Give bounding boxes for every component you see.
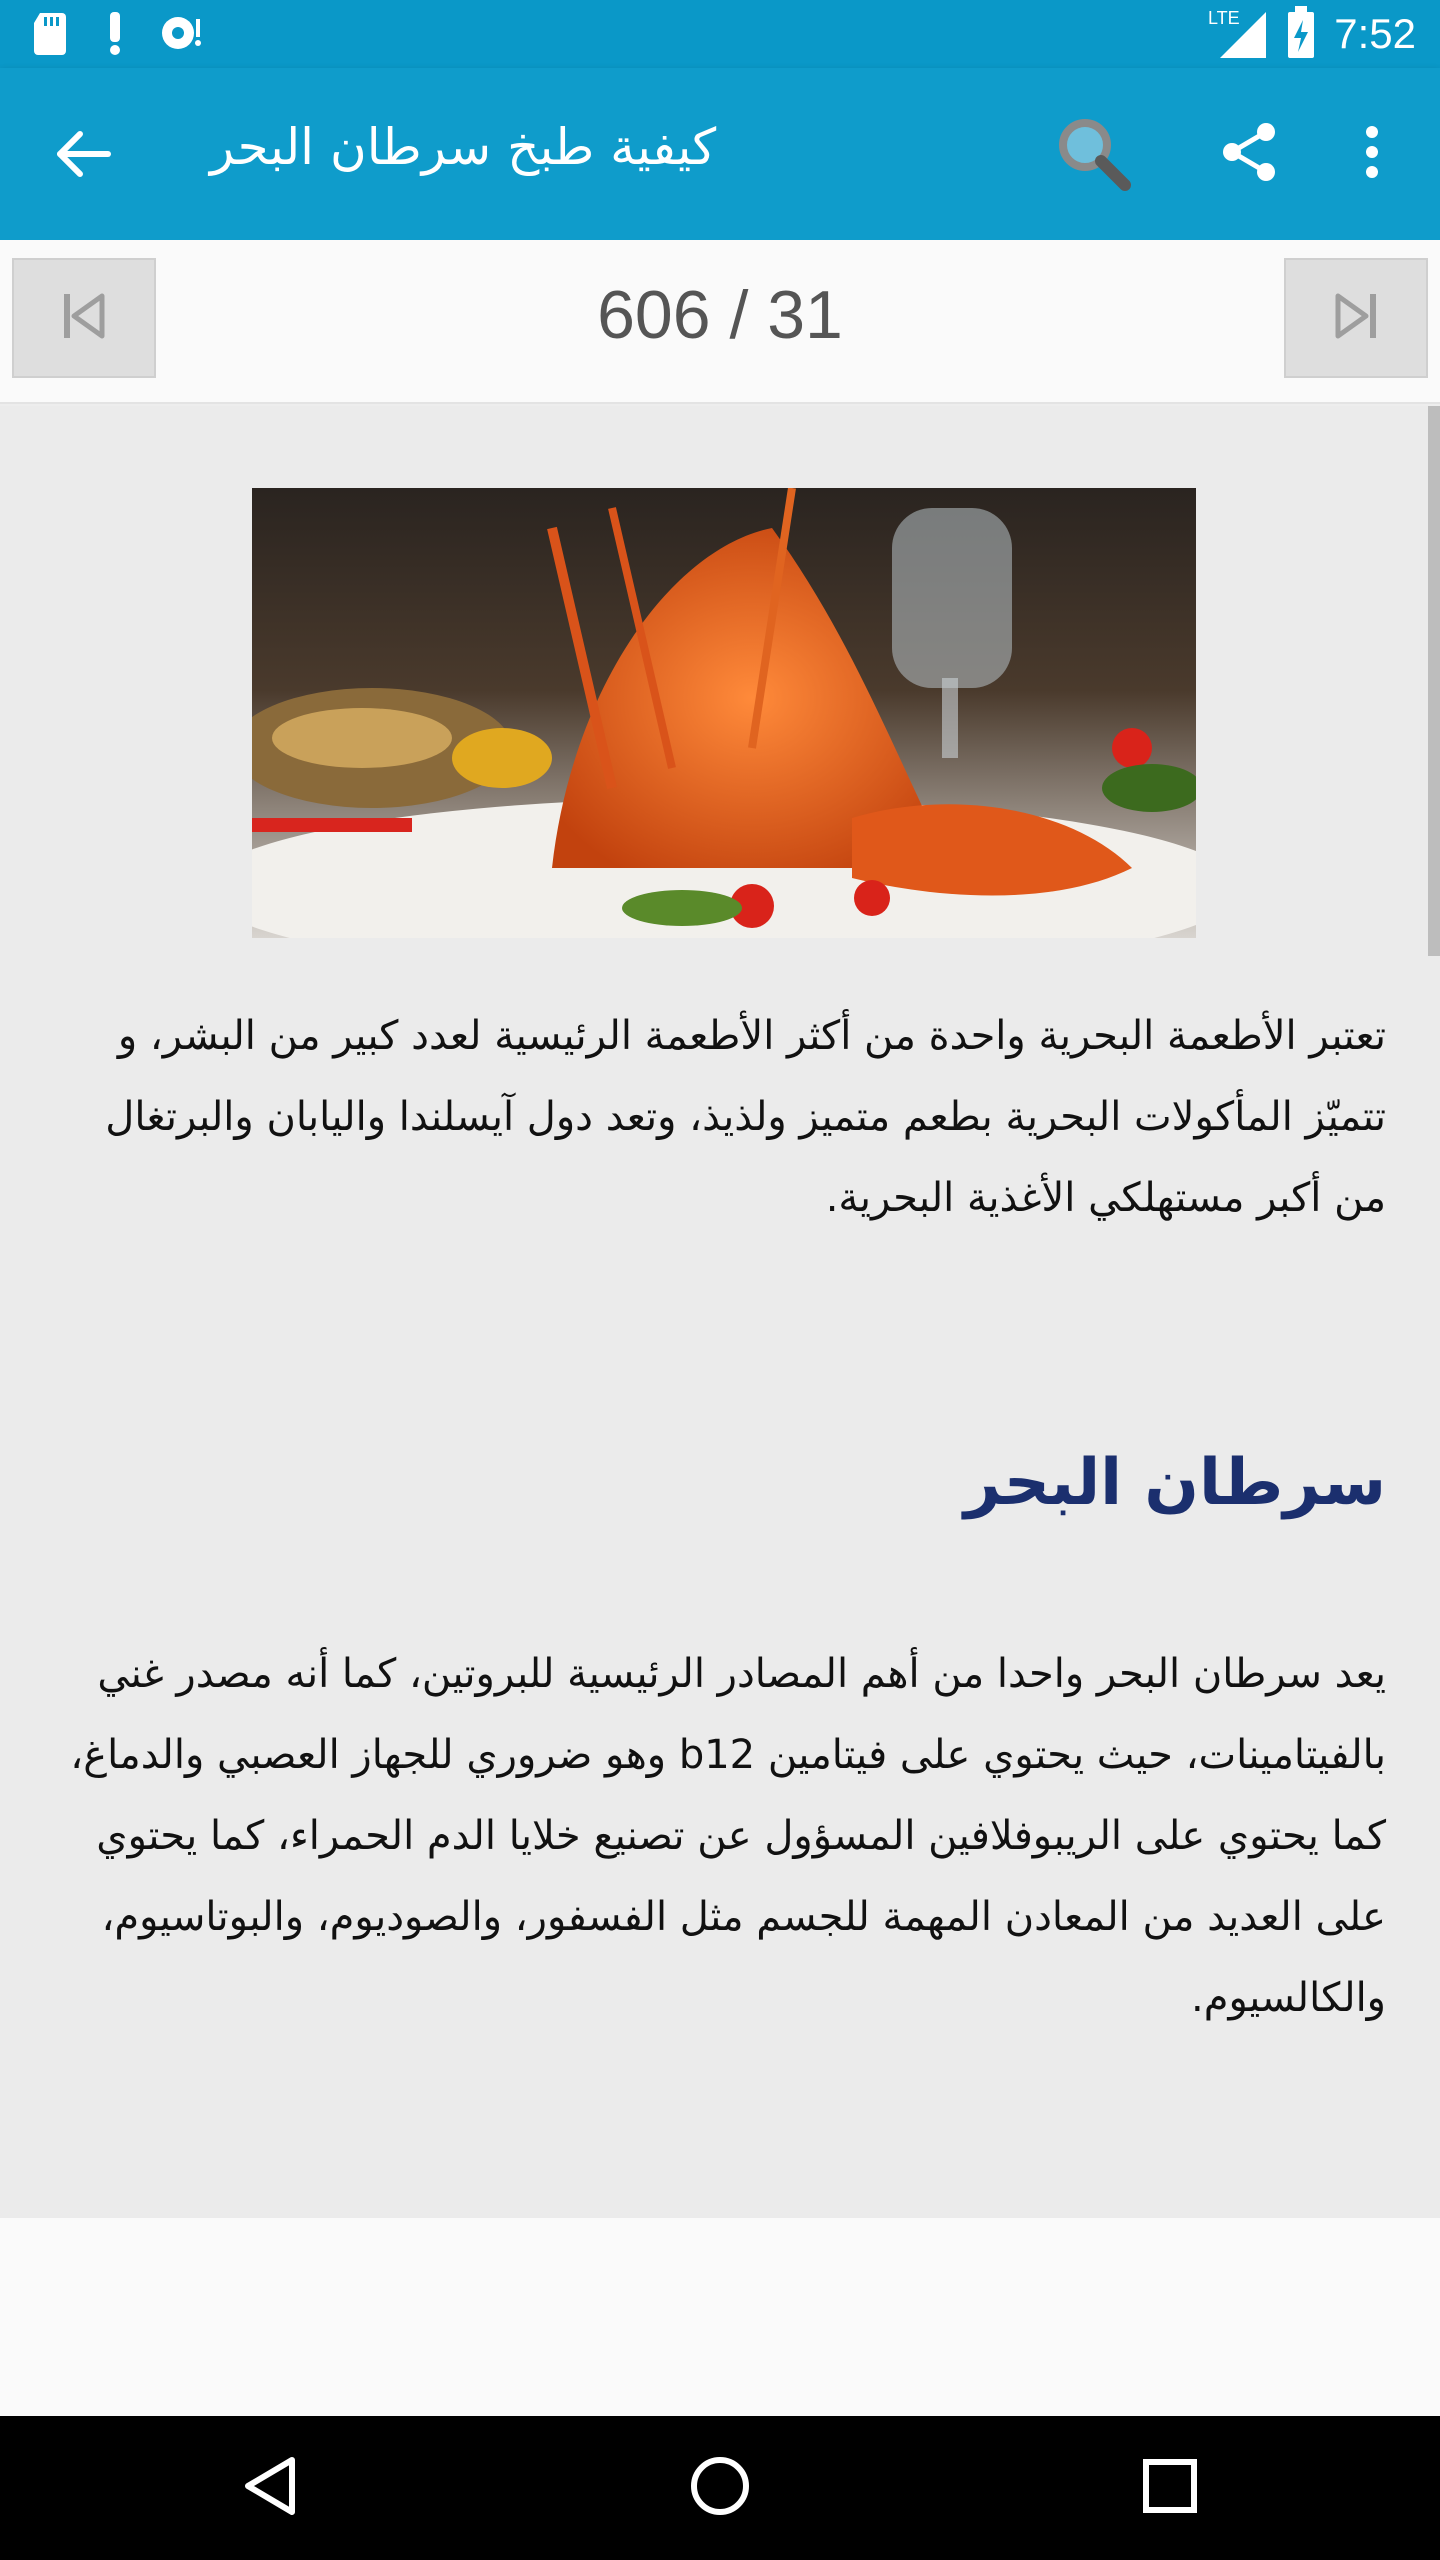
status-right-icons bbox=[1208, 4, 1416, 64]
nav-recents-button[interactable] bbox=[1120, 2438, 1220, 2538]
page-title: كيفية طبخ سرطان البحر bbox=[210, 118, 717, 176]
overflow-menu-button[interactable] bbox=[1340, 112, 1404, 196]
app-bar bbox=[0, 68, 1440, 240]
back-button[interactable] bbox=[44, 116, 124, 196]
last-page-button[interactable] bbox=[1284, 258, 1428, 378]
nav-back-icon bbox=[240, 2454, 300, 2522]
battery-icon bbox=[1286, 4, 1316, 64]
sync-icon bbox=[160, 13, 206, 57]
page-indicator: 606 / 31 bbox=[597, 277, 843, 353]
pager bbox=[0, 240, 1440, 404]
nav-home-icon bbox=[688, 2454, 752, 2522]
lobster-dish-image bbox=[252, 488, 1196, 938]
search-button[interactable] bbox=[1048, 110, 1138, 200]
status-time: 7:52 bbox=[1334, 10, 1416, 57]
nav-back-button[interactable] bbox=[220, 2438, 320, 2538]
intro-paragraph: تعتبر الأطعمة البحرية واحدة من أكثر الأطعمة الرئيسية لعدد كبير من البشر، و تتميّز المأكولات البحرية بطعم متميز ولذيذ، وتعد دول آيسلندا واليابان والبرتغال من أكبر مستهلكي الأغذية البحرية. bbox=[105, 1013, 1386, 1221]
article-content[interactable] bbox=[0, 406, 1440, 2218]
nav-recents-icon bbox=[1140, 2456, 1200, 2520]
nav-home-button[interactable] bbox=[670, 2438, 770, 2538]
svg-text:LTE: LTE bbox=[1208, 8, 1240, 28]
share-button[interactable] bbox=[1208, 112, 1292, 196]
scrollbar[interactable] bbox=[1428, 406, 1440, 956]
section-heading: سرطان البحر bbox=[964, 1446, 1386, 1520]
back-arrow-icon bbox=[56, 130, 112, 182]
navigation-bar bbox=[0, 2416, 1440, 2560]
search-icon bbox=[1053, 113, 1133, 197]
status-bar bbox=[0, 0, 1440, 68]
footer-area bbox=[0, 2218, 1440, 2416]
sd-card-icon bbox=[32, 11, 70, 59]
body-paragraph: يعد سرطان البحر واحدا من أهم المصادر الرئيسية للبروتين، كما أنه مصدر غني بالفيتامينات، حيث يحتوي على فيتامين b12 وهو ضروري للجهاز العصبي والدماغ، كما يحتوي على الريبوفلافين المسؤول عن تصنيع خلايا الدم الحمراء، كما يحتوي على العديد من المعادن المهمة للجسم مثل الفسفور، والصوديوم، والبوتاسيوم، والكالسيوم. bbox=[70, 1651, 1386, 2021]
overflow-menu-icon bbox=[1364, 124, 1380, 184]
share-icon bbox=[1218, 120, 1282, 188]
skip-next-icon bbox=[1328, 288, 1384, 348]
status-left-icons bbox=[32, 10, 206, 60]
alert-icon bbox=[108, 10, 122, 60]
lte-signal-icon bbox=[1208, 4, 1268, 64]
